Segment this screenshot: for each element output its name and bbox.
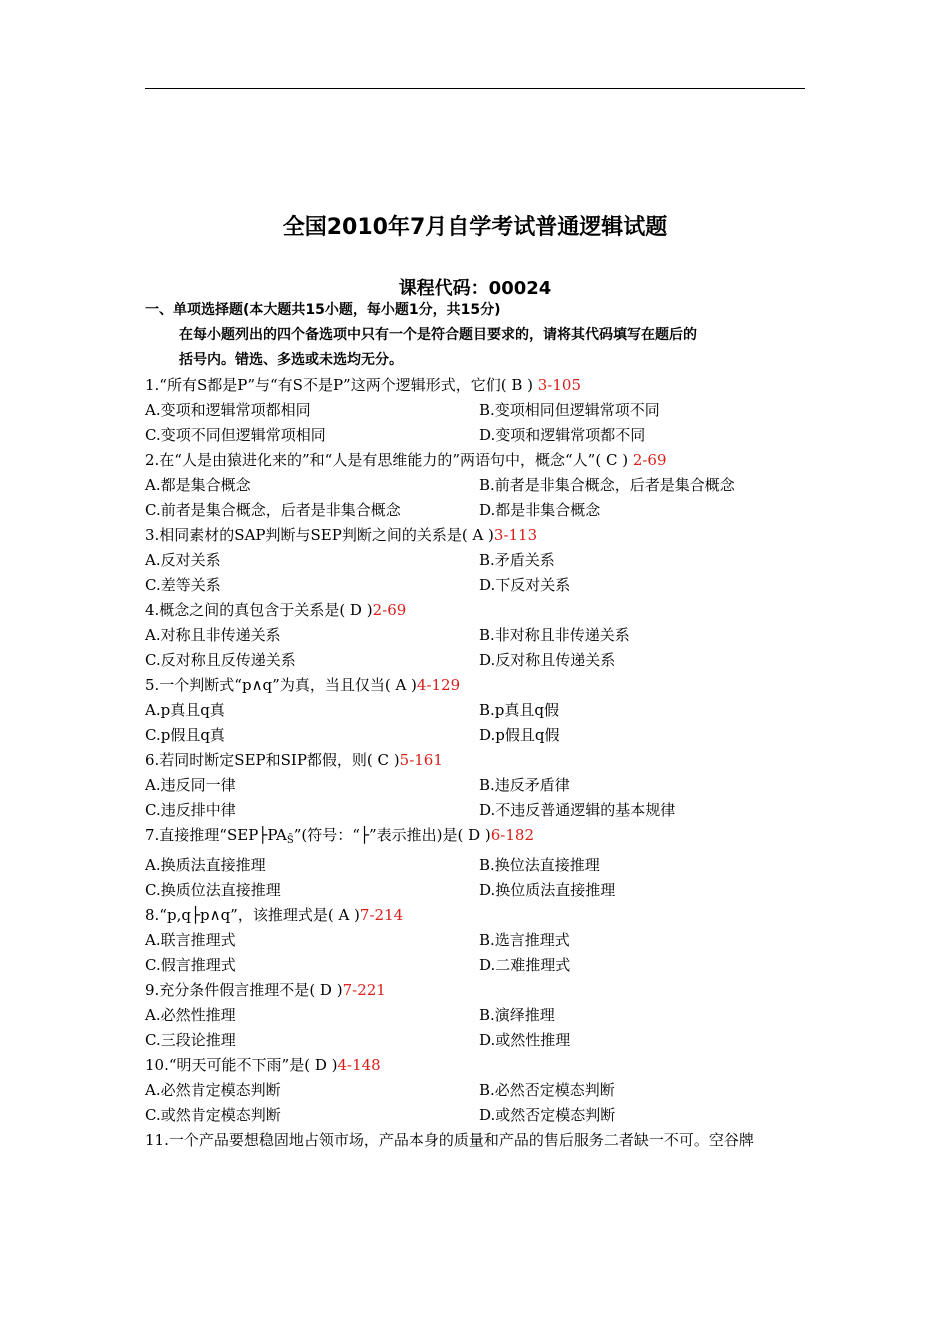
option: B.p真且q假 — [479, 701, 559, 719]
option: D.下反对关系 — [479, 576, 571, 594]
option: C.或然肯定模态判断 — [145, 1106, 281, 1124]
option: A.反对关系 — [145, 551, 221, 569]
option: D.不违反普通逻辑的基本规律 — [479, 801, 676, 819]
option: D.p假且q假 — [479, 726, 560, 744]
question-stem: 7.直接推理“$SEP├PA_{S̄}$”(符号：“├”表示推出)是( D )6-182 — [145, 826, 535, 846]
option: C.换质位法直接推理 — [145, 881, 281, 899]
question-stem: 3.相同素材的SAP判断与SEP判断之间的关系是( A )3-113 — [145, 526, 538, 544]
question-stem: 1.“所有S都是P”与“有S不是P”这两个逻辑形式，它们( B ) 3-105 — [145, 376, 582, 394]
option: C.变项不同但逻辑常项相同 — [145, 426, 326, 444]
instruction-line-2: 括号内。错选、多选或未选均无分。 — [179, 352, 403, 368]
option: A.必然性推理 — [145, 1006, 236, 1024]
option: B.矛盾关系 — [479, 551, 555, 569]
option: A.对称且非传递关系 — [145, 626, 281, 644]
option-row — [145, 1103, 809, 1128]
option: D.反对称且传递关系 — [479, 651, 616, 669]
option: C.差等关系 — [145, 576, 221, 594]
page-reference: 2-69 — [632, 451, 667, 469]
option: B.违反矛盾律 — [479, 776, 570, 794]
page-reference: 2-69 — [372, 601, 407, 619]
option: B.前者是非集合概念，后者是集合概念 — [479, 476, 735, 494]
option-row — [145, 798, 809, 823]
page-title: 全国2010年7月自学考试普通逻辑试题 — [282, 215, 668, 240]
option: B.选言推理式 — [479, 931, 570, 949]
option-row — [145, 878, 809, 903]
page-reference: 7-221 — [342, 981, 386, 999]
question-stem: 5.一个判断式“p∧q”为真，当且仅当( A )4-129 — [145, 676, 461, 694]
instruction-line-1: 在每小题列出的四个备选项中只有一个是符合题目要求的，请将其代码填写在题后的 — [179, 327, 697, 343]
option: B.演绎推理 — [479, 1006, 555, 1024]
option-row — [145, 698, 809, 723]
question-stem: 9.充分条件假言推理不是( D )7-221 — [145, 981, 386, 999]
option: C.p假且q真 — [145, 726, 225, 744]
option-row — [145, 853, 809, 878]
option-row — [145, 398, 809, 423]
option: C.违反排中律 — [145, 801, 236, 819]
option-row — [145, 473, 809, 498]
page-reference: 3-105 — [537, 376, 582, 394]
option: A.换质法直接推理 — [145, 856, 266, 874]
course-code: 课程代码：00024 — [398, 278, 552, 299]
option-row — [145, 953, 809, 978]
page-reference: 7-214 — [359, 906, 404, 924]
option-row — [145, 773, 809, 798]
option-row — [145, 723, 809, 748]
option-row — [145, 928, 809, 953]
option-row — [145, 423, 809, 448]
option-row — [145, 1028, 809, 1053]
option: A.联言推理式 — [145, 931, 236, 949]
option: D.换位质法直接推理 — [479, 881, 616, 899]
option: C.前者是集合概念，后者是非集合概念 — [145, 501, 401, 519]
option: A.必然肯定模态判断 — [145, 1081, 281, 1099]
option: B.必然否定模态判断 — [479, 1081, 615, 1099]
question-stem: 10.“明天可能不下雨”是( D )4-148 — [145, 1056, 381, 1074]
page-reference: 4-148 — [337, 1056, 381, 1074]
option: A.p真且q真 — [145, 701, 225, 719]
option: A.违反同一律 — [145, 776, 236, 794]
option: D.变项和逻辑常项都不同 — [479, 426, 646, 444]
option: B.换位法直接推理 — [479, 856, 600, 874]
option: B.非对称且非传递关系 — [479, 626, 630, 644]
question-stem: 8.“p,q├p∧q”，该推理式是( A )7-214 — [145, 906, 404, 924]
option: C.反对称且反传递关系 — [145, 651, 296, 669]
exam-content — [145, 298, 809, 1153]
question-stem: 4.概念之间的真包含于关系是( D )2-69 — [145, 601, 407, 619]
page-reference: 3-113 — [493, 526, 538, 544]
option: B.变项相同但逻辑常项不同 — [479, 401, 660, 419]
question-stem: 11.一个产品要想稳固地占领市场，产品本身的质量和产品的售后服务二者缺一不可。空谷牌 — [145, 1131, 754, 1149]
page-reference: 6-182 — [490, 826, 535, 844]
question-stem: 2.在“人是由猿进化来的”和“人是有思维能力的”两语句中，概念“人”( C ) 2-69 — [145, 451, 667, 469]
option: D.或然否定模态判断 — [479, 1106, 616, 1124]
option-row — [145, 573, 809, 598]
option: D.或然性推理 — [479, 1031, 571, 1049]
option-row — [145, 648, 809, 673]
subscript-s-bar: S̄ — [286, 835, 294, 846]
option: C.假言推理式 — [145, 956, 236, 974]
option: A.变项和逻辑常项都相同 — [145, 401, 311, 419]
option: A.都是集合概念 — [145, 476, 251, 494]
option-row — [145, 548, 809, 573]
question-stem: 6.若同时断定SEP和SIP都假，则( C )5-161 — [145, 751, 443, 769]
option-row — [145, 623, 809, 648]
option: C.三段论推理 — [145, 1031, 236, 1049]
option: D.都是非集合概念 — [479, 501, 601, 519]
option: D.二难推理式 — [479, 956, 571, 974]
page-reference: 4-129 — [416, 676, 461, 694]
section-heading: 一、单项选择题(本大题共15小题，每小题1分，共15分) — [145, 302, 501, 318]
header-rule — [145, 88, 805, 89]
page-reference: 5-161 — [399, 751, 443, 769]
option-row — [145, 498, 809, 523]
option-row — [145, 1078, 809, 1103]
option-row — [145, 1003, 809, 1028]
